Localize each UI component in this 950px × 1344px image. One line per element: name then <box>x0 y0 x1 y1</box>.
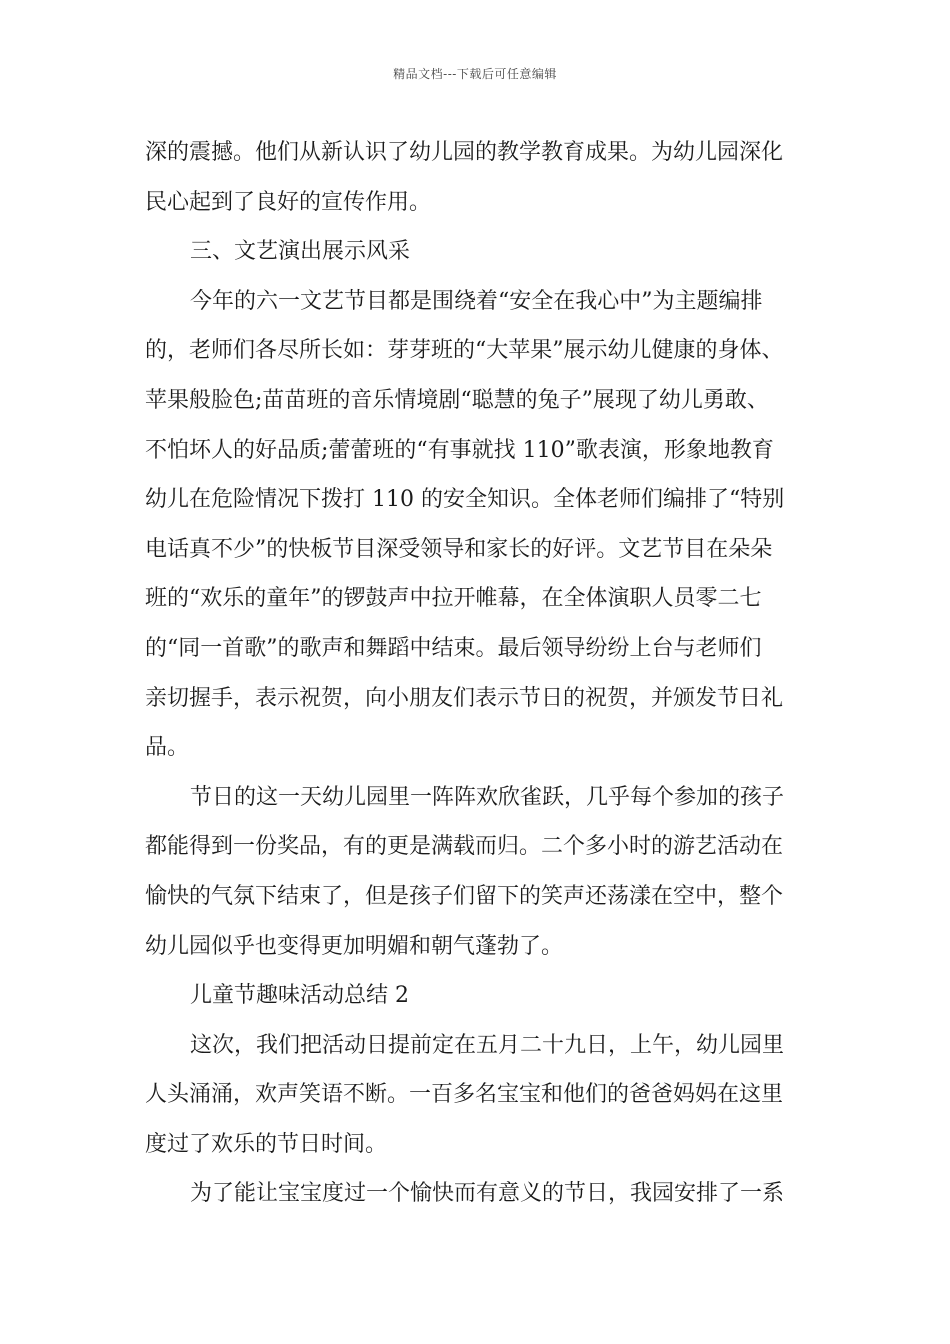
text-line: 今年的六一文艺节目都是围绕着“安全在我心中”为主题编排 <box>190 288 763 314</box>
text-line: 品。 <box>145 735 190 761</box>
text-line: 这次，我们把活动日提前定在五月二十九日，上午，幼儿园里 <box>190 1032 785 1058</box>
text-line: 三、文艺演出展示风采 <box>190 239 411 265</box>
text-line: 愉快的气氛下结束了，但是孩子们留下的笑声还荡漾在空中，整个 <box>145 883 784 909</box>
text-line: 度过了欢乐的节日时间。 <box>145 1131 388 1157</box>
text-line: 幼儿在危险情况下拨打 110 的安全知识。全体老师们编排了“特别 <box>145 487 785 513</box>
text-line: 都能得到一份奖品，有的更是满载而归。二个多小时的游艺活动在 <box>145 834 784 860</box>
page-header: 精品文档---下载后可任意编辑 <box>393 67 557 81</box>
text-line: 的“同一首歌”的歌声和舞蹈中结束。最后领导纷纷上台与老师们 <box>145 635 762 661</box>
text-line: 班的“欢乐的童年”的锣鼓声中拉开帷幕，在全体演职人员零二七 <box>145 586 762 612</box>
text-line: 的，老师们各尽所长如：芽芽班的“大苹果”展示幼儿健康的身体、 <box>145 338 784 364</box>
text-line: 为了能让宝宝度过一个愉快而有意义的节日，我园安排了一系 <box>190 1181 785 1207</box>
document-body <box>145 128 815 1219</box>
text-line: 民心起到了良好的宣传作用。 <box>145 189 432 215</box>
text-line: 深的震撼。他们从新认识了幼儿园的教学教育成果。为幼儿园深化 <box>145 140 784 165</box>
text-line: 人头涌涌，欢声笑语不断。一百多名宝宝和他们的爸爸妈妈在这里 <box>145 1082 784 1108</box>
text-line: 亲切握手，表示祝贺，向小朋友们表示节日的祝贺，并颁发节日礼 <box>145 685 784 711</box>
text-line: 儿童节趣味活动总结 2 <box>190 983 409 1009</box>
text-line: 不怕坏人的好品质;蕾蕾班的“有事就找 110”歌表演，形象地教育 <box>145 437 774 463</box>
text-line: 苹果般脸色;苗苗班的音乐情境剧“聪慧的兔子”展现了幼儿勇敢、 <box>145 387 769 413</box>
text-line: 节日的这一天幼儿园里一阵阵欢欣雀跃，几乎每个参加的孩子 <box>190 784 785 810</box>
text-line: 电话真不少”的快板节目深受领导和家长的好评。文艺节目在朵朵 <box>145 536 773 562</box>
text-line: 幼儿园似乎也变得更加明媚和朝气蓬勃了。 <box>145 933 564 959</box>
